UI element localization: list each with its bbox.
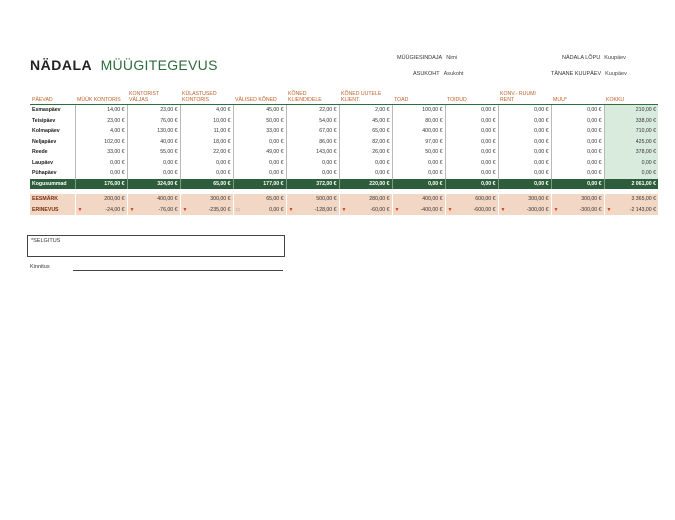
location-field[interactable]: ASUKOHT Asukoht	[413, 71, 464, 77]
table-row	[30, 137, 658, 148]
value-cell[interactable]: 0,00 €	[551, 168, 604, 179]
row-total-cell[interactable]: 0,00 €	[604, 168, 658, 179]
sum-cell: 177,00 €	[233, 179, 286, 189]
column-header: KÕNED KLIENDIDELE	[286, 86, 339, 105]
table-row	[30, 158, 658, 169]
sum-label: Kogusummad	[30, 179, 75, 189]
today-field[interactable]: TÄNANE KUUPÄEV Kuupäev	[551, 71, 627, 77]
value-cell[interactable]: 143,00 €	[286, 147, 339, 158]
goal-row-cell[interactable]	[604, 194, 658, 205]
value-cell[interactable]: 0,00 €	[445, 158, 498, 169]
row-total-cell[interactable]: 0,00 €	[604, 158, 658, 169]
diff-row-cell[interactable]	[551, 205, 604, 216]
value-cell[interactable]: 4,00 €	[75, 126, 127, 137]
goal-row-cell[interactable]	[180, 194, 233, 205]
cell-value: 300,00 €	[210, 196, 231, 203]
value-cell[interactable]: 26,00 €	[339, 147, 392, 158]
value-cell[interactable]: 0,00 €	[551, 147, 604, 158]
sum-cell: 176,00 €	[75, 179, 127, 189]
sum-cell: 2 061,00 €	[604, 179, 658, 189]
column-header: TOAD	[392, 86, 445, 105]
cell-value: 280,00 €	[369, 196, 390, 203]
value-cell[interactable]: 22,00 €	[286, 105, 339, 116]
goal-row-label: EESMÄRK	[30, 194, 75, 205]
diff-row-cell[interactable]	[392, 205, 445, 216]
value-cell[interactable]: 10,00 €	[180, 116, 233, 127]
value-cell[interactable]: 33,00 €	[75, 147, 127, 158]
value-cell[interactable]: 86,00 €	[286, 137, 339, 148]
value-cell[interactable]: 0,00 €	[445, 126, 498, 137]
down-arrow-icon: ▼	[394, 206, 400, 213]
goal-row-cell[interactable]	[551, 194, 604, 205]
column-header: KONV.- RUUMI RENT	[498, 86, 551, 105]
table-row	[30, 168, 658, 179]
value-cell[interactable]: 0,00 €	[180, 168, 233, 179]
value-cell[interactable]: 0,00 €	[127, 168, 180, 179]
value-cell[interactable]: 45,00 €	[233, 105, 286, 116]
value-cell[interactable]: 100,00 €	[392, 105, 445, 116]
table-row	[30, 126, 658, 137]
down-arrow-icon: ▼	[553, 206, 559, 213]
table-header	[30, 86, 658, 105]
down-arrow-icon: ▼	[129, 206, 135, 213]
value-cell[interactable]: 50,00 €	[392, 147, 445, 158]
value-cell[interactable]: 0,00 €	[286, 168, 339, 179]
value-cell[interactable]: 0,00 €	[180, 158, 233, 169]
value-cell[interactable]: 0,00 €	[551, 126, 604, 137]
table-row	[30, 105, 658, 116]
value-cell[interactable]: 18,00 €	[180, 137, 233, 148]
cell-value: 200,00 €	[104, 196, 125, 203]
row-total-cell[interactable]: 425,00 €	[604, 137, 658, 148]
day-label: Reede	[32, 149, 48, 156]
value-cell[interactable]: 55,00 €	[127, 147, 180, 158]
diff-row	[30, 205, 658, 216]
value-cell[interactable]: 50,00 €	[233, 116, 286, 127]
value-cell[interactable]: 0,00 €	[75, 158, 127, 169]
value-cell[interactable]: 0,00 €	[339, 158, 392, 169]
goal-row-cell[interactable]	[498, 194, 551, 205]
row-total-cell[interactable]: 710,00 €	[604, 126, 658, 137]
day-label: Teisipäev	[32, 117, 56, 124]
value-cell[interactable]: 0,00 €	[75, 168, 127, 179]
cell-value: -400,00 €	[420, 206, 443, 213]
value-cell[interactable]: 23,00 €	[127, 105, 180, 116]
value-cell[interactable]: 0,00 €	[445, 137, 498, 148]
column-header: TOIDUD	[445, 86, 498, 105]
diff-row-cell[interactable]	[180, 205, 233, 216]
column-header: MÜÜK KONTORIS	[75, 86, 127, 105]
value-cell[interactable]: 4,00 €	[180, 105, 233, 116]
column-header: KOKKU	[604, 86, 658, 105]
down-arrow-icon: ▼	[447, 206, 453, 213]
value-cell[interactable]: 45,00 €	[339, 116, 392, 127]
value-cell[interactable]: 49,00 €	[233, 147, 286, 158]
signature-line[interactable]	[73, 270, 283, 271]
diff-row-cell[interactable]	[233, 205, 286, 216]
goal-row-cell[interactable]	[339, 194, 392, 205]
value-cell[interactable]: 67,00 €	[286, 126, 339, 137]
value-cell[interactable]: 0,00 €	[551, 116, 604, 127]
value-cell[interactable]: 82,00 €	[339, 137, 392, 148]
value-cell[interactable]: 0,00 €	[233, 137, 286, 148]
goal-row-cell[interactable]	[286, 194, 339, 205]
cell-value: 400,00 €	[157, 196, 178, 203]
down-arrow-icon: ▼	[606, 206, 612, 213]
notes-box[interactable]	[27, 235, 285, 257]
value-cell[interactable]: 400,00 €	[392, 126, 445, 137]
cell-value: -60,00 €	[370, 206, 390, 213]
value-cell[interactable]: 0,00 €	[498, 116, 551, 127]
value-cell[interactable]: 0,00 €	[445, 147, 498, 158]
value-cell[interactable]: 0,00 €	[127, 158, 180, 169]
cell-value: 65,00 €	[266, 196, 284, 203]
value-cell[interactable]: 0,00 €	[286, 158, 339, 169]
value-cell[interactable]: 0,00 €	[498, 126, 551, 137]
sum-cell: 0,00 €	[551, 179, 604, 189]
value-cell[interactable]: 0,00 €	[392, 168, 445, 179]
goal-row-cell[interactable]	[127, 194, 180, 205]
goal-row-cell[interactable]	[392, 194, 445, 205]
cell-value: 0,00 €	[269, 206, 284, 213]
value-cell[interactable]: 97,00 €	[392, 137, 445, 148]
cell-value: 600,00 €	[475, 196, 496, 203]
value-cell[interactable]: 2,00 €	[339, 105, 392, 116]
row-total-cell[interactable]: 338,00 €	[604, 116, 658, 127]
value-cell[interactable]: 76,00 €	[127, 116, 180, 127]
value-cell[interactable]: 33,00 €	[233, 126, 286, 137]
goal-row-cell[interactable]	[445, 194, 498, 205]
day-label: Kolmapäev	[32, 128, 60, 135]
value-cell[interactable]: 11,00 €	[180, 126, 233, 137]
value-cell[interactable]: 0,00 €	[445, 168, 498, 179]
value-cell[interactable]: 0,00 €	[498, 147, 551, 158]
sales-table	[30, 86, 658, 189]
value-cell[interactable]: 0,00 €	[233, 158, 286, 169]
down-arrow-icon: ▼	[182, 206, 188, 213]
day-label: Pühapäev	[32, 170, 57, 177]
value-cell[interactable]: 23,00 €	[75, 116, 127, 127]
day-label: Esmaspäev	[32, 107, 61, 114]
diff-row-label: ERINEVUS	[30, 205, 75, 216]
diff-row-cell[interactable]	[498, 205, 551, 216]
cell-value: -300,00 €	[579, 206, 602, 213]
week-end-field[interactable]: NÄDALA LÕPU Kuupäev	[562, 55, 626, 61]
row-total-cell[interactable]: 210,00 €	[604, 105, 658, 116]
value-cell[interactable]: 0,00 €	[392, 158, 445, 169]
table-row	[30, 116, 658, 127]
column-header: KÕNED UUTELE KLIENT.	[339, 86, 392, 105]
row-total-cell[interactable]: 378,00 €	[604, 147, 658, 158]
value-cell[interactable]: 102,00 €	[75, 137, 127, 148]
page-title	[30, 57, 218, 75]
value-cell[interactable]: 0,00 €	[445, 116, 498, 127]
value-cell[interactable]: 0,00 €	[339, 168, 392, 179]
notes-label: *SELGITUS	[31, 238, 61, 244]
value-cell[interactable]: 65,00 €	[339, 126, 392, 137]
header-days: PÄEVAD	[30, 86, 75, 105]
goal-row-cell[interactable]	[233, 194, 286, 205]
day-label: Neljapäev	[32, 138, 57, 145]
diff-row-cell[interactable]	[445, 205, 498, 216]
value-cell[interactable]: 22,00 €	[180, 147, 233, 158]
down-arrow-icon: ▼	[500, 206, 506, 213]
column-header: KÜLASTUSED KONTORIS	[180, 86, 233, 105]
value-cell[interactable]: 0,00 €	[551, 105, 604, 116]
diff-row-cell[interactable]	[339, 205, 392, 216]
goal-row-cell[interactable]	[75, 194, 127, 205]
value-cell[interactable]: 0,00 €	[498, 158, 551, 169]
value-cell[interactable]: 0,00 €	[233, 168, 286, 179]
cell-value: 300,00 €	[528, 196, 549, 203]
cell-value: -2 143,00 €	[629, 206, 656, 213]
sum-cell: 324,00 €	[127, 179, 180, 189]
goal-table	[30, 194, 658, 215]
value-cell[interactable]: 40,00 €	[127, 137, 180, 148]
table-row	[30, 147, 658, 158]
day-label: Laupäev	[32, 159, 54, 166]
down-arrow-icon: ▼	[341, 206, 347, 213]
cell-value: -76,00 €	[158, 206, 178, 213]
value-cell[interactable]: 0,00 €	[551, 158, 604, 169]
down-arrow-icon: ▼	[288, 206, 294, 213]
title-part1: NÄDALA	[30, 57, 93, 73]
cell-value: -600,00 €	[473, 206, 496, 213]
value-cell[interactable]: 54,00 €	[286, 116, 339, 127]
cell-value: -128,00 €	[314, 206, 337, 213]
value-cell[interactable]: 0,00 €	[498, 137, 551, 148]
cell-value: -24,00 €	[105, 206, 125, 213]
sum-cell: 220,00 €	[339, 179, 392, 189]
title-part2: MÜÜGITEGEVUS	[100, 57, 218, 73]
down-arrow-icon: ▼	[77, 206, 83, 213]
sum-cell: 372,00 €	[286, 179, 339, 189]
cell-value: -300,00 €	[526, 206, 549, 213]
cell-value: 400,00 €	[422, 196, 443, 203]
signature-label: Kinnitus	[30, 264, 50, 270]
salesperson-field[interactable]: MÜÜGIESINDAJA Nimi	[397, 55, 458, 61]
sum-cell: 0,00 €	[392, 179, 445, 189]
value-cell[interactable]: 14,00 €	[75, 105, 127, 116]
column-header: VÄLISED KÕNED	[233, 86, 286, 105]
sum-cell: 0,00 €	[498, 179, 551, 189]
cell-value: 500,00 €	[316, 196, 337, 203]
sum-cell: 65,00 €	[180, 179, 233, 189]
value-cell[interactable]: 0,00 €	[498, 168, 551, 179]
diff-row-cell[interactable]	[286, 205, 339, 216]
value-cell[interactable]: 130,00 €	[127, 126, 180, 137]
equal-icon: ▭	[235, 206, 241, 213]
value-cell[interactable]: 0,00 €	[551, 137, 604, 148]
cell-value: 300,00 €	[581, 196, 602, 203]
diff-row-cell[interactable]	[604, 205, 658, 216]
cell-value: 3 365,00 €	[631, 196, 656, 203]
diff-row-cell[interactable]	[75, 205, 127, 216]
value-cell[interactable]: 0,00 €	[498, 105, 551, 116]
value-cell[interactable]: 0,00 €	[445, 105, 498, 116]
diff-row-cell[interactable]	[127, 205, 180, 216]
sum-cell: 0,00 €	[445, 179, 498, 189]
column-header: KONTORIST VÄLJAS	[127, 86, 180, 105]
value-cell[interactable]: 80,00 €	[392, 116, 445, 127]
sum-row	[30, 179, 658, 189]
goal-row	[30, 194, 658, 205]
cell-value: -235,00 €	[208, 206, 231, 213]
column-header: MUU*	[551, 86, 604, 105]
